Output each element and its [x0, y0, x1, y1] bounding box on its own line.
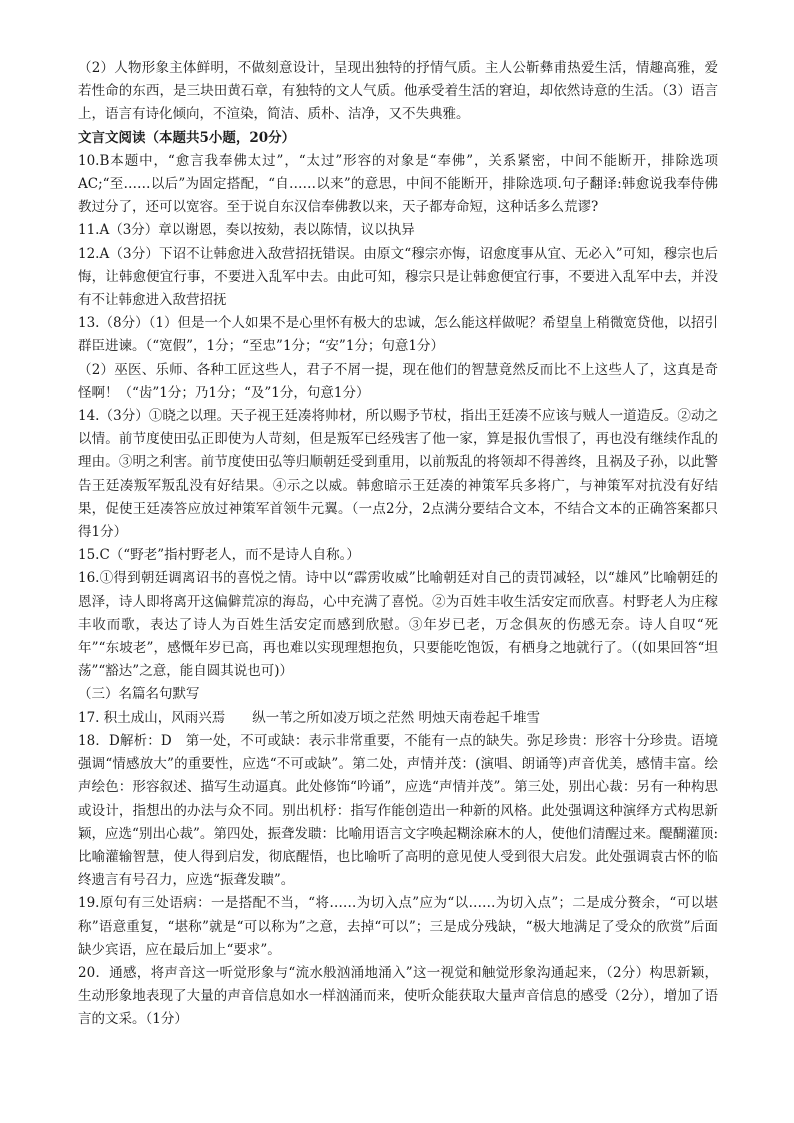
answer-15: 15.C（“野老”指村野老人，而不是诗人自称。） [78, 547, 360, 564]
answer-11: 11.A（3分）章以谢恩，奏以按劾，表以陈情，议以执异 [78, 222, 415, 239]
answer-13-part-2: （2）巫医、乐师、各种工匠这些人，君子不屑一提，现在他们的智慧竟然反而比不上这些人了，这真是奇怪啊！（“齿”1分；乃1分；“及”1分，句意1分） [78, 361, 718, 401]
answer-14: 14.（3分）①晓之以理。天子视王廷凑将帅材，所以赐予节杖，指出王廷凑不应该与贼人一道造反。②动之以情。前节度使田弘正即使为人苛刻，但是叛军已经残害了他一家，算是报仇雪恨了，再也没有继续作乱的理由。③明之利害。前节度使田弘等归顺朝廷受到重用，以前叛乱的将领却不得善终，且祸及子孙，以此警告王廷凑叛军叛乱没有好结果。④示之以威。韩愈暗示王廷凑的神策军兵多将广，与神策军对抗没有好结果，促使王廷凑答应放过神策军首领牛元翼。（一点2分，2点满分要结合文本，不结合文本的正确答案都只得1分） [78, 408, 718, 541]
answer-13-part-1: 13.（8分）（1）但是一个人如果不是心里怀有极大的忠诚，怎么能这样做呢？希望皇上稍微宽贷他，以招引群臣进谏。（“宽假”，1分；“至忠”1分；“安”1分；句意1分） [78, 315, 718, 355]
paragraph-novel-analysis: （2）人物形象主体鲜明，不做刻意设计，呈现出独特的抒情气质。主人公靳彝甫热爱生活，情趣高雅，爱若性命的东西，是三块田黄石章，有独特的文人气质。他承受着生活的窘迫，却依然诗意的生活。（3）语言上，语言有诗化倾向，不渲染，简洁、质朴、洁净，又不失典雅。 [78, 60, 718, 123]
answer-17: 17. 积土成山，风雨兴焉 纵一苇之所如凌万顷之茫然 明烛天南卷起千堆雪 [78, 709, 541, 726]
section-heading-classical-chinese: 文言文阅读（本题共5小题，20分） [78, 129, 296, 146]
section-heading-recitation: （三）名篇名句默写 [78, 686, 200, 703]
answer-20: 20．通感，将声音这一听觉形象与“流水般汹涌地涌入”这一视觉和触觉形象沟通起来，（2分）构思新颖，生动形象地表现了大量的声音信息如水一样汹涌而来，使听众能获取大量声音信息的感受（2分），增加了语言的文采。（1分） [78, 964, 718, 1028]
answer-18: 18．D解析：D 第一处，不可或缺：表示非常重要，不能有一点的缺失。弥足珍贵：形容十分珍贵。语境强调“情感放大”的重要性，应选“不可或缺”。第二处，声情并茂：(演唱、朗诵等)声音优美，感情丰富。绘声绘色：形容叙述、描写生动逼真。此处修饰“吟诵”，应选“声情并茂”。第三处，别出心裁：另有一种构思或设计，指想出的办法与众不同。别出机杼：指写作能创造出一种新的风格。此处强调这种演绎方式构思新颖，应选“别出心裁”。第四处，振聋发聩：比喻用语言文字唤起糊涂麻木的人，使他们清醒过来。醍醐灌顶:比喻灌输智慧，使人得到启发，彻底醒悟，也比喻听了高明的意见使人受到很大启发。此处强调袁古怀的临终遗言有号召力，应选“振聋发聩”。 [78, 732, 718, 889]
answer-12: 12.A（3分）下诏不让韩愈进入敌营招抚错误。由原文“穆宗亦悔，诏愈度事从宜、无必入”可知，穆宗也后悔，让韩愈便宜行事，不要进入乱军中去。由此可知，穆宗只是让韩愈便宜行事，不要进入乱军中去，并没有不让韩愈进入敌营招抚 [78, 245, 718, 309]
answer-key-page [78, 57, 718, 1032]
answer-10: 10.B本题中，“愈言我奉佛太过”，“太过”形容的对象是“奉佛”，关系紧密，中间不能断开，排除选项AC;“至……以后”为固定搭配，“自……以来”的意思，中间不能断开，排除选项.句子翻译:韩愈说我奉侍佛教过分了，还可以宽容。至于说自东汉信奉佛教以来，天子都寿命短，这种话多么荒谬? [78, 152, 718, 216]
answer-19: 19.原句有三处语病：一是搭配不当，“将……为切入点”应为“以……为切入点”；二是成分赘余，“可以堪称”语意重复，“堪称”就是“可以称为”之意，去掉“可以”；三是成分残缺，“极大地满足了受众的欣赏”后面缺少宾语，应在最后加上“要求”。 [78, 895, 718, 958]
answer-16: 16.①得到朝廷调离诏书的喜悦之情。诗中以“霹雳收威”比喻朝廷对自己的责罚减轻，以“雄风”比喻朝廷的恩泽，诗人即将离开这偏僻荒凉的海岛，心中充满了喜悦。②为百姓丰收生活安定而欣喜。村野老人为庄稼丰收而歌，表达了诗人为百姓生活安定而感到欣慰。③年岁已老，万念俱灰的伤感无奈。诗人自叹“死年”“东坡老”，感慨年岁已高，再也难以实现理想抱负，只要能吃饱饭，有栖身之地就行了。（(如果回答“坦荡”“豁达”之意，能自圆其说也可)） [78, 570, 718, 680]
